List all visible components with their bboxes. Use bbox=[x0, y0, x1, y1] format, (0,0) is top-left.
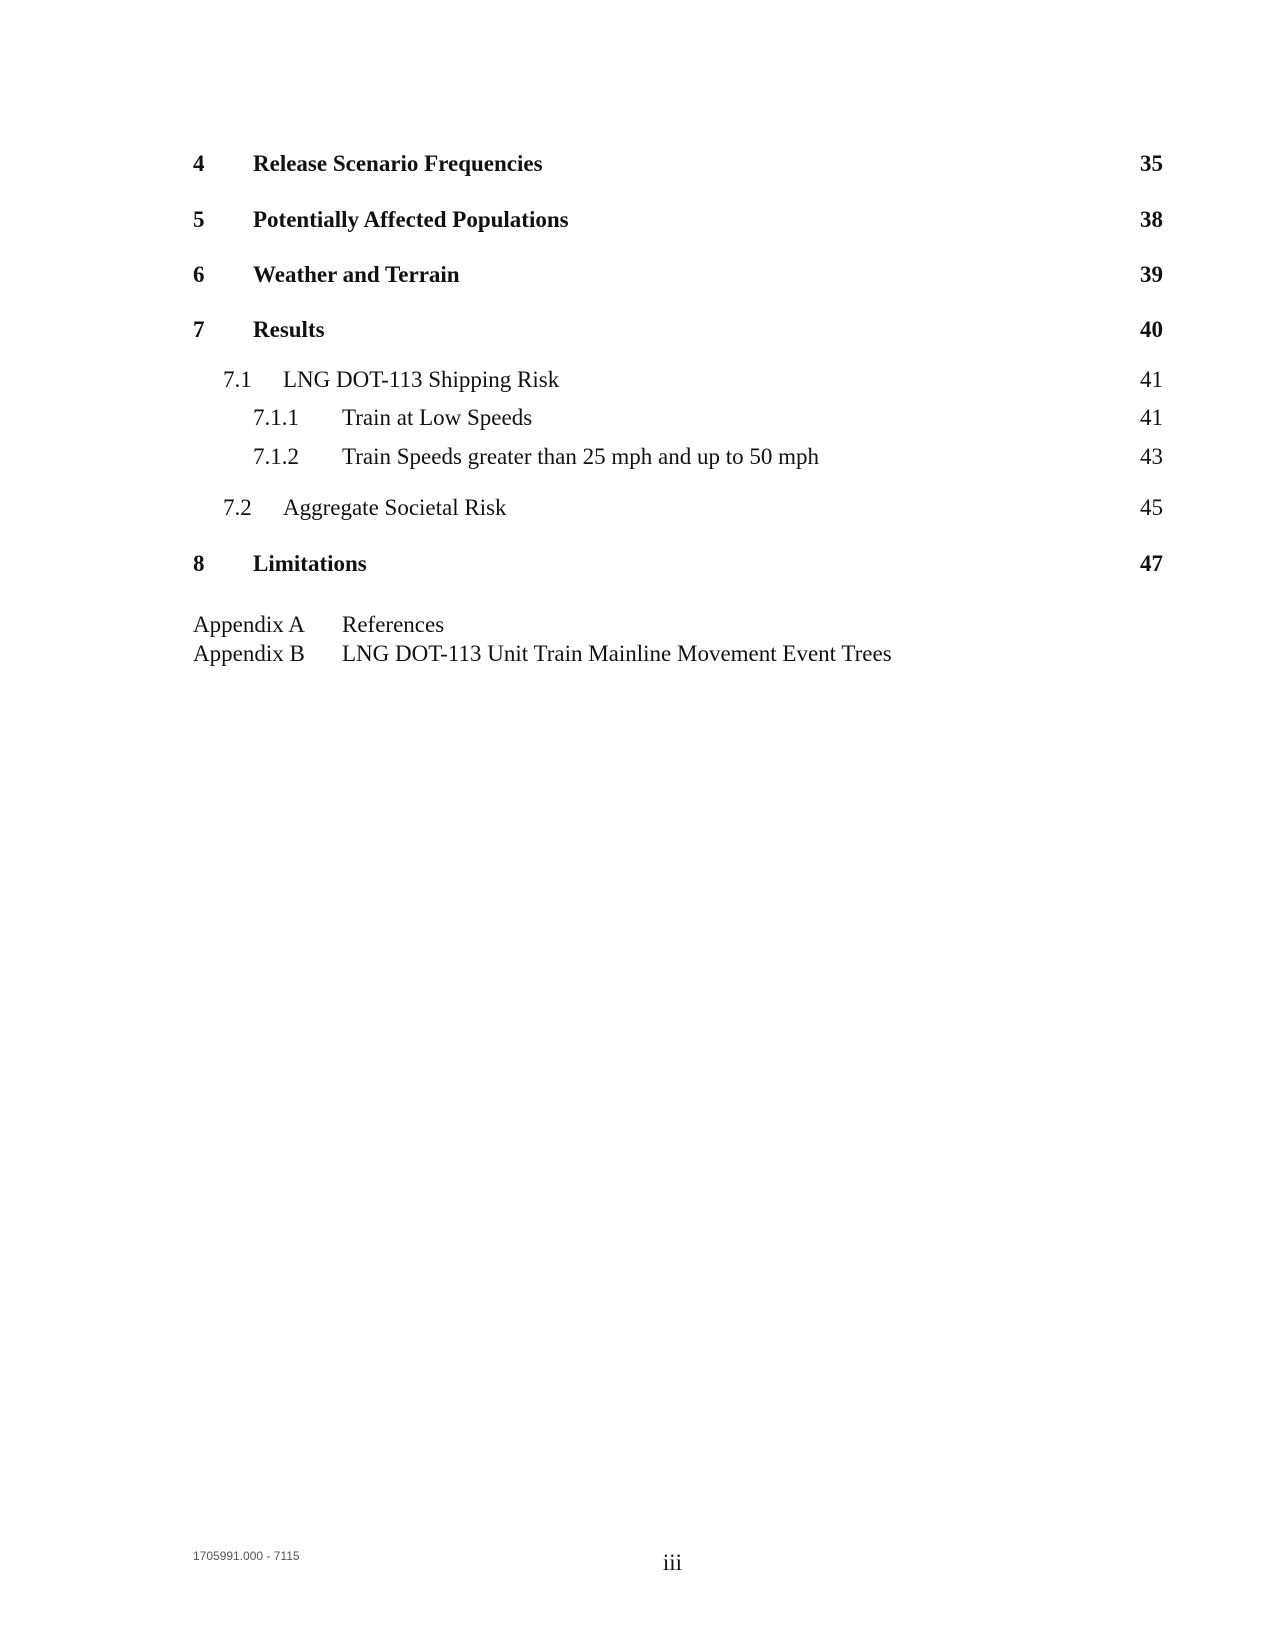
toc-page-number: 38 bbox=[1140, 207, 1163, 232]
toc-entry-7-1-1[interactable] bbox=[0, 401, 1275, 435]
toc-section-title: Limitations bbox=[253, 551, 367, 576]
toc-section-number: 7.1.2 bbox=[253, 444, 299, 469]
toc-page-number: 43 bbox=[1140, 444, 1163, 469]
toc-page-number: 39 bbox=[1140, 262, 1163, 287]
toc-page-number: 40 bbox=[1140, 317, 1163, 342]
toc-section-title: Train Speeds greater than 25 mph and up to 50 mph bbox=[342, 444, 819, 469]
toc-entry-6[interactable] bbox=[0, 258, 1275, 292]
appendix-label: Appendix B bbox=[193, 641, 305, 666]
toc-section-number: 7.1.1 bbox=[253, 405, 299, 430]
toc-section-number: 6 bbox=[193, 262, 205, 287]
toc-entry-8[interactable] bbox=[0, 547, 1275, 581]
toc-section-title: Weather and Terrain bbox=[253, 262, 460, 287]
toc-section-number: 7.2 bbox=[223, 495, 252, 520]
appendix-label: Appendix A bbox=[193, 612, 305, 637]
toc-entry-7[interactable] bbox=[0, 313, 1275, 347]
toc-appendix-b[interactable] bbox=[0, 637, 1275, 671]
toc-section-title: LNG DOT-113 Shipping Risk bbox=[283, 367, 560, 392]
toc-page-number: 41 bbox=[1140, 367, 1163, 392]
toc-page-number: 41 bbox=[1140, 405, 1163, 430]
toc-section-title: Potentially Affected Populations bbox=[253, 207, 569, 232]
toc-entry-5[interactable] bbox=[0, 203, 1275, 237]
toc-section-number: 7.1 bbox=[223, 367, 252, 392]
toc-page-number: 45 bbox=[1140, 495, 1163, 520]
toc-section-number: 5 bbox=[193, 207, 205, 232]
toc-entry-7-2[interactable] bbox=[0, 491, 1275, 525]
toc-section-title: Aggregate Societal Risk bbox=[283, 495, 507, 520]
toc-entry-7-1-2[interactable] bbox=[0, 440, 1275, 474]
toc-section-title: Release Scenario Frequencies bbox=[253, 151, 543, 176]
toc-section-number: 7 bbox=[193, 317, 205, 342]
footer-page-number: iii bbox=[662, 1550, 683, 1575]
toc-section-title: Results bbox=[253, 317, 325, 342]
toc-section-title: Train at Low Speeds bbox=[342, 405, 533, 430]
toc-page-number: 47 bbox=[1140, 551, 1163, 576]
toc-section-number: 8 bbox=[193, 551, 205, 576]
toc-page-number: 35 bbox=[1140, 151, 1163, 176]
toc-entry-4[interactable] bbox=[0, 147, 1275, 181]
toc-entry-7-1[interactable] bbox=[0, 363, 1275, 397]
appendix-title: LNG DOT-113 Unit Train Mainline Movement Event Trees bbox=[342, 641, 892, 666]
appendix-title: References bbox=[342, 612, 445, 637]
footer-document-code: 1705991.000 - 7115 bbox=[193, 1549, 300, 1563]
toc-section-number: 4 bbox=[193, 151, 205, 176]
